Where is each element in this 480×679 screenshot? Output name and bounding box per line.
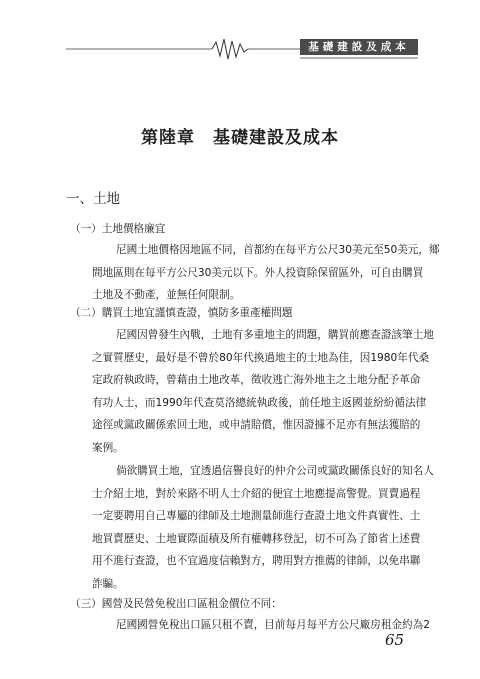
paragraph-line: 定政府執政時，曾藉由土地改革，徵收逃亡海外地主之土地分配予革命 — [92, 374, 421, 387]
paragraph-line: 土地及不動產，並無任何限制。 — [92, 289, 241, 302]
paragraph-3 — [92, 460, 434, 596]
paragraph-line: 案例。 — [92, 441, 124, 454]
header-label: 基礎建設及成本 — [300, 39, 418, 55]
paragraph-line: 尼國土地價格因地區不同，首都約在每平方公尺30美元至50美元，鄉 — [116, 244, 440, 256]
subheading-3: （三）國營及民營免稅出口區租金價位不同： — [70, 598, 282, 610]
paragraph-4 — [92, 614, 430, 637]
paragraph-line: 途徑或黨政關係索回土地，或申請賠償，惟因證據不足亦有無法獲賠的 — [92, 419, 421, 432]
paragraph-line: 間地區則在每平方公尺30美元以下。外人投資除保留區外，可自由購買 — [92, 266, 424, 279]
subheading-2: （二）購買土地宜謹慎查證，慎防多重產權問題 — [70, 307, 293, 319]
subheading-1: （一）土地價格廉宜 — [70, 223, 166, 235]
paragraph-1 — [92, 239, 440, 307]
chapter-title: 第陸章 基礎建設及成本 — [141, 128, 339, 148]
paragraph-2 — [92, 324, 434, 460]
section-title: 一、土地 — [66, 191, 120, 207]
paragraph-line: 詐騙。 — [92, 577, 124, 590]
paragraph-line: 地買賣歷史、土地實際面積及所有權轉移登記，切不可為了節省上述費 — [92, 532, 421, 545]
paragraph-line: 倘欲購買土地，宜透過信譽良好的仲介公司或黨政關係良好的知名人 — [116, 465, 434, 477]
paragraph-line: 一定要聘用自己專屬的律師及土地測量師進行查證土地文件真實性、土 — [92, 510, 421, 523]
paragraph-line: 有功人士，而1990年代查莫洛總統執政後，前任地主返國並紛紛循法律 — [92, 396, 427, 409]
page-number: 65 — [385, 631, 405, 649]
running-header — [0, 36, 480, 62]
paragraph-line: 士介紹土地，對於來路不明人士介紹的便宜土地應提高警覺。買賣過程 — [92, 487, 421, 500]
paragraph-line: 用不進行查證，也不宜過度信賴對方，聘用對方推薦的律師，以免串聯 — [92, 555, 421, 568]
paragraph-line: 尼國國營免稅出口區只租不賣，目前每月每平方公尺廠房租金約為2 — [116, 619, 430, 631]
paragraph-line: 尼國因曾發生內戰，土地有多重地主的問題，購買前應查證該筆土地 — [116, 329, 434, 341]
paragraph-line: 之實質歷史，最好是不曾於80年代換過地主的土地為佳，因1980年代桑 — [92, 351, 430, 364]
